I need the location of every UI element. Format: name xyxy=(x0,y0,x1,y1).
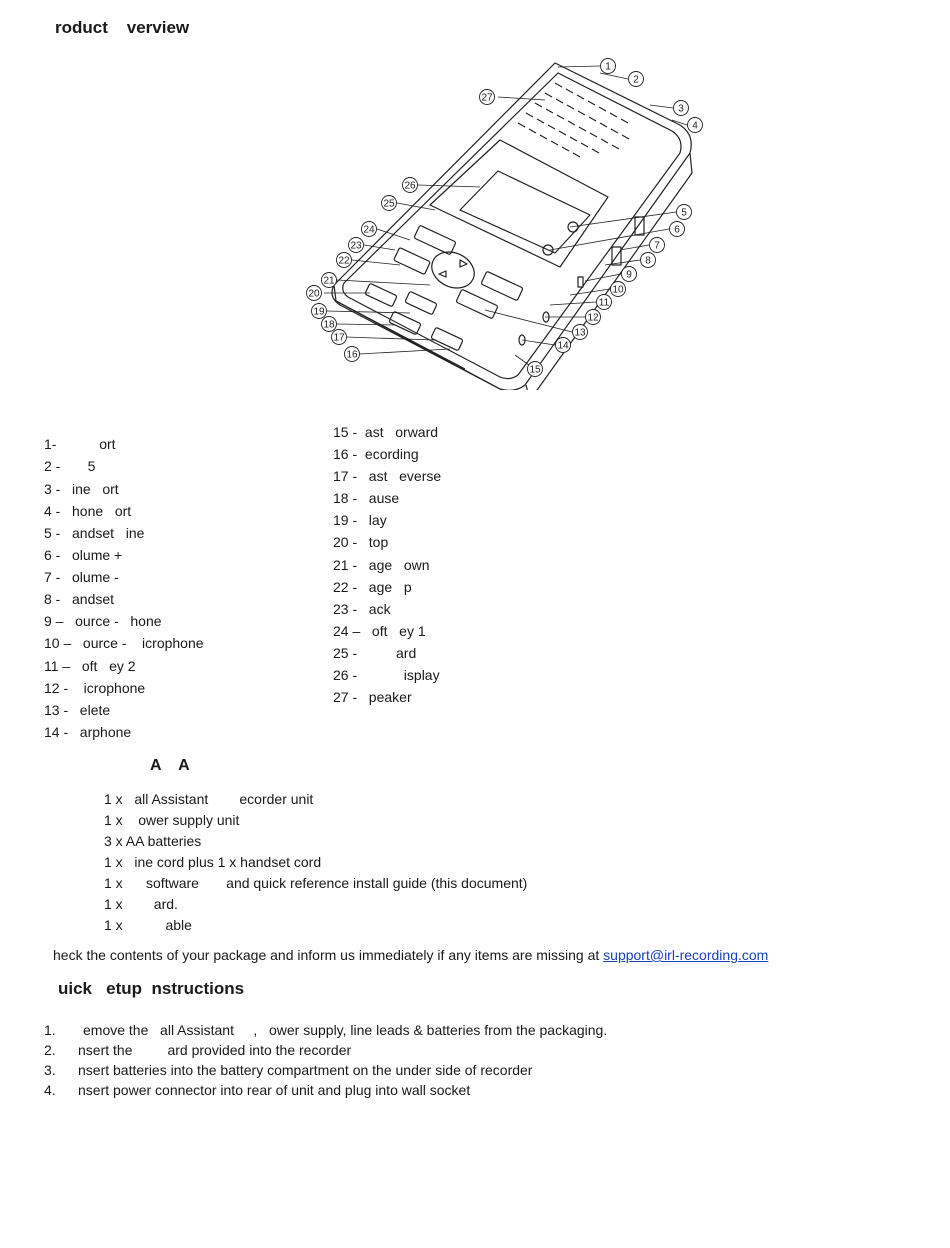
callout-label: 13 xyxy=(574,327,586,339)
callout xyxy=(674,101,689,116)
list-item: 22 - age p xyxy=(333,579,412,595)
list-item: 20 - top xyxy=(333,534,389,550)
list-item: 21 - age own xyxy=(333,557,430,573)
list-item: 7 - olume - xyxy=(44,569,119,585)
callout-label: 25 xyxy=(383,198,395,210)
step-number: 2. xyxy=(44,1042,56,1058)
step-text: nsert power connector into rear of unit and plug into wall socket xyxy=(78,1082,471,1098)
callout-label: 17 xyxy=(333,332,345,344)
list-item: 3 x AA batteries xyxy=(104,833,202,849)
step-text: emove the all Assistant , ower supply, line leads & batteries from the packaging. xyxy=(83,1022,608,1038)
callout xyxy=(611,282,626,297)
callout xyxy=(322,273,337,288)
list-item: 25 - ard xyxy=(333,645,417,661)
list-item: 26 - isplay xyxy=(333,667,440,683)
callout-label: 18 xyxy=(323,319,335,331)
callout-label: 12 xyxy=(587,312,599,324)
callout-label: 16 xyxy=(346,349,358,361)
callout-label: 20 xyxy=(308,288,320,300)
callout-label: 22 xyxy=(338,255,350,267)
list-item: 13 - elete xyxy=(44,702,111,718)
list-item: 5 - andset ine xyxy=(44,525,145,541)
callout xyxy=(641,253,656,268)
list-item: 1 x able xyxy=(104,917,192,933)
list-item: 12 - icrophone xyxy=(44,680,146,696)
package-contents-title: A A xyxy=(150,757,190,774)
step-number: 4. xyxy=(44,1082,56,1098)
list-item: 18 - ause xyxy=(333,490,400,506)
support-email-link[interactable]: support@irl-recording.com xyxy=(603,947,769,963)
callout-label: 27 xyxy=(481,92,493,104)
device-diagram xyxy=(300,55,720,390)
callout-label: 21 xyxy=(323,275,335,287)
callout xyxy=(312,304,327,319)
callout-label: 15 xyxy=(529,364,541,376)
step-text: nsert the ard provided into the recorder xyxy=(78,1042,352,1058)
callout xyxy=(307,286,322,301)
list-item: 17 - ast everse xyxy=(333,468,442,484)
step-text: nsert batteries into the battery compartment on the under side of recorder xyxy=(78,1062,533,1078)
callout xyxy=(556,338,571,353)
callout-label: 8 xyxy=(645,255,651,267)
callout-label: 5 xyxy=(681,207,687,219)
callout xyxy=(345,347,360,362)
callout xyxy=(573,325,588,340)
list-item: 19 - lay xyxy=(333,512,387,528)
callout xyxy=(528,362,543,377)
list-item: 16 - ecording xyxy=(333,446,419,462)
list-item: 15 - ast orward xyxy=(333,424,439,440)
notice-text: heck the contents of your package and inform us immediately if any items are missing at xyxy=(53,947,604,963)
callout xyxy=(601,59,616,74)
list-item: 9 – ource - hone xyxy=(44,613,162,629)
callout xyxy=(403,178,418,193)
step-number: 3. xyxy=(44,1062,56,1078)
callout xyxy=(650,238,665,253)
callout xyxy=(670,222,685,237)
callout-label: 7 xyxy=(654,240,660,252)
callout xyxy=(629,72,644,87)
quick-setup-title: uick etup nstructions xyxy=(58,979,245,998)
callout xyxy=(480,90,495,105)
list-item: 1 x ower supply unit xyxy=(104,812,240,828)
callout-label: 6 xyxy=(674,224,680,236)
callout xyxy=(337,253,352,268)
callout-label: 9 xyxy=(626,269,632,281)
list-item: 1 x software and quick reference install guide (this document) xyxy=(104,875,528,891)
callout xyxy=(677,205,692,220)
list-item: 1 x all Assistant ecorder unit xyxy=(104,791,314,807)
callout-label: 3 xyxy=(678,103,684,115)
callout xyxy=(349,238,364,253)
list-item: 1 x ine cord plus 1 x handset cord xyxy=(104,854,322,870)
callout xyxy=(332,330,347,345)
list-item: 23 - ack xyxy=(333,601,391,617)
list-item: 14 - arphone xyxy=(44,724,132,740)
step-number: 1. xyxy=(44,1022,56,1038)
list-item: 2 - 5 xyxy=(44,458,96,474)
list-item: 10 – ource - icrophone xyxy=(44,635,204,651)
callout xyxy=(382,196,397,211)
callout-label: 26 xyxy=(404,180,416,192)
list-item: 24 – oft ey 1 xyxy=(333,623,426,639)
callout-label: 24 xyxy=(363,224,375,236)
callout-label: 4 xyxy=(692,120,698,132)
callout-label: 2 xyxy=(633,74,639,86)
callout xyxy=(362,222,377,237)
callout-label: 23 xyxy=(350,240,362,252)
product-overview-title: roduct verview xyxy=(55,18,190,37)
callout xyxy=(622,267,637,282)
package-notice xyxy=(53,947,768,963)
list-item: 1- ort xyxy=(44,436,116,452)
callout-label: 19 xyxy=(313,306,325,318)
callout xyxy=(688,118,703,133)
list-item: 6 - olume + xyxy=(44,547,123,563)
callout-label: 1 xyxy=(605,61,611,73)
list-item: 4 - hone ort xyxy=(44,503,132,519)
list-item: 11 – oft ey 2 xyxy=(44,658,136,674)
callout-label: 14 xyxy=(557,340,569,352)
callout xyxy=(322,317,337,332)
list-item: 8 - andset xyxy=(44,591,115,607)
callout xyxy=(586,310,601,325)
callout-label: 11 xyxy=(598,297,610,309)
callout-label: 10 xyxy=(612,284,624,296)
list-item: 1 x ard. xyxy=(104,896,178,912)
list-item: 3 - ine ort xyxy=(44,481,119,497)
callout xyxy=(597,295,612,310)
list-item: 27 - peaker xyxy=(333,689,412,705)
